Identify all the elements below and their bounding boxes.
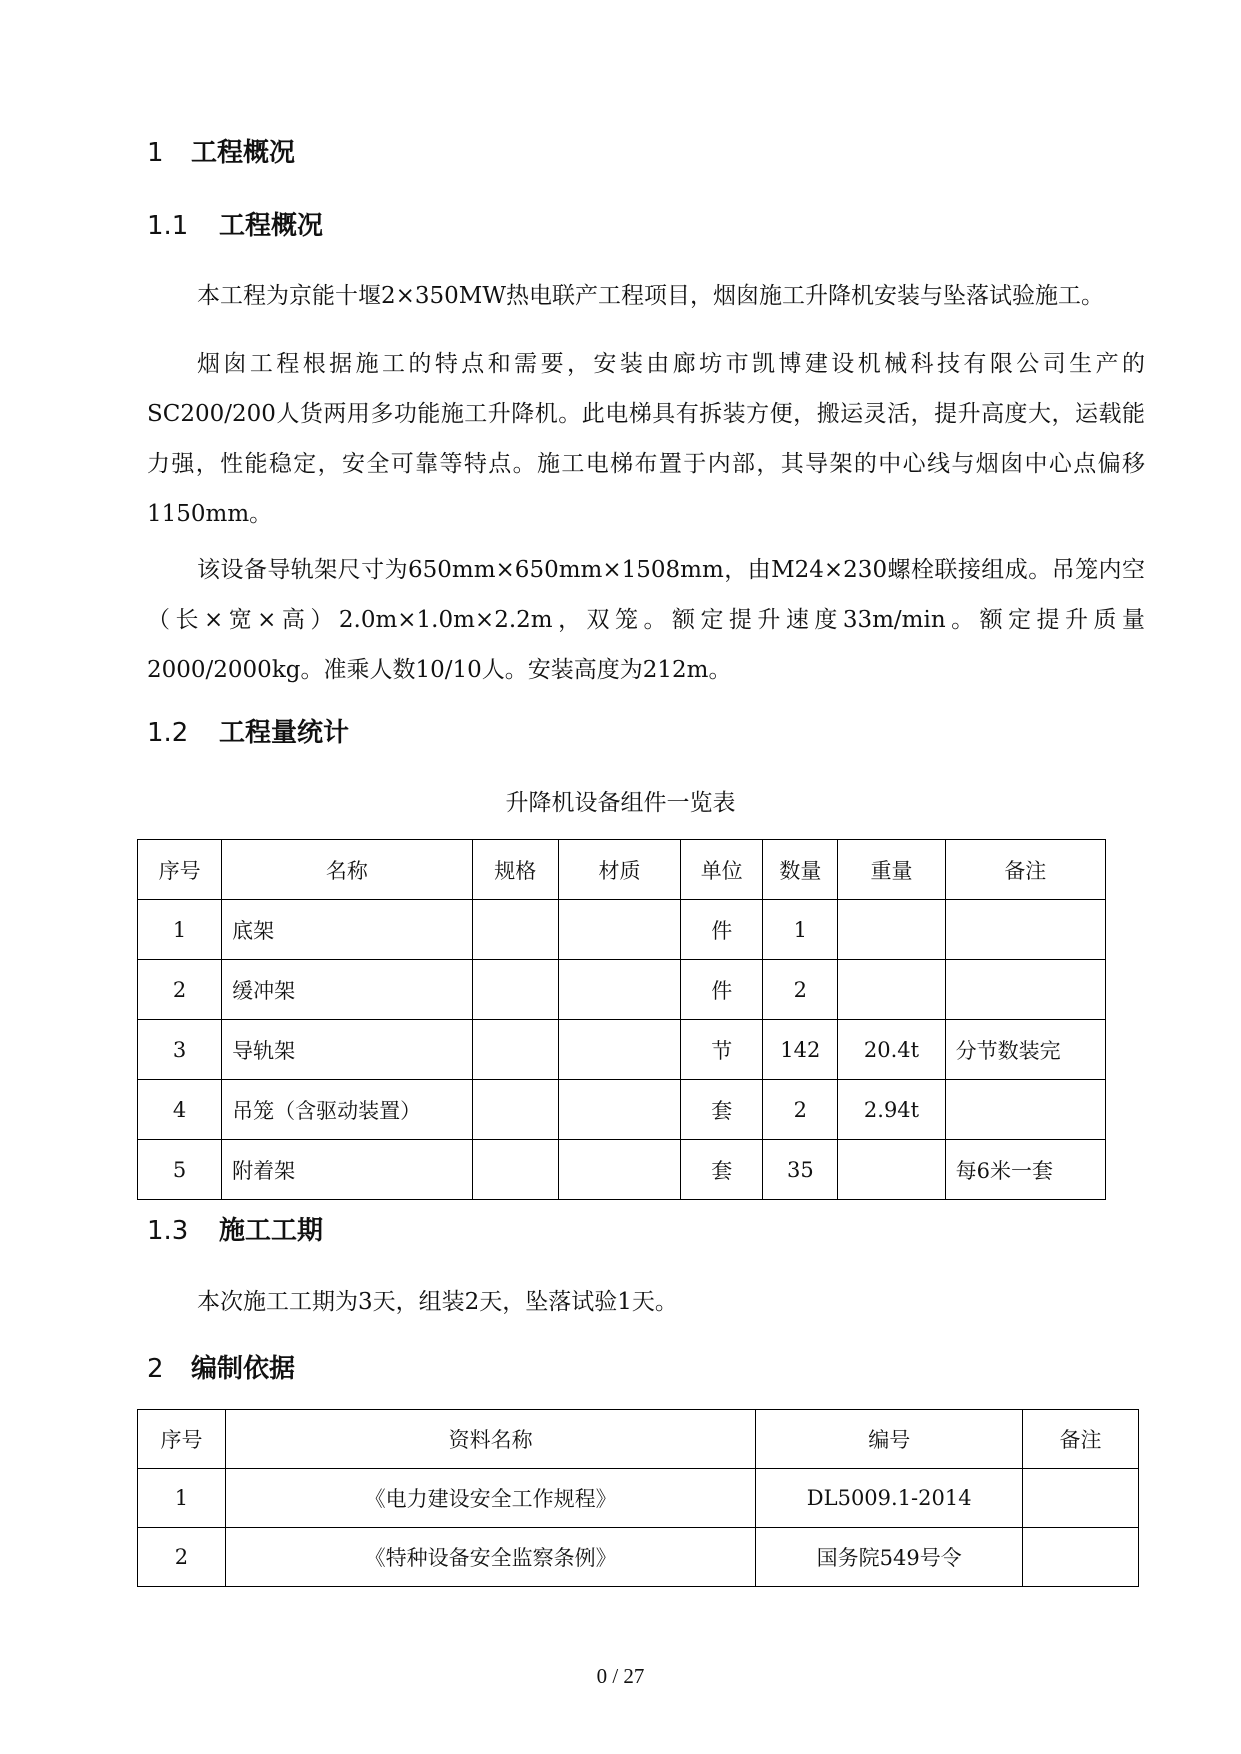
table-cell: 2	[763, 960, 838, 1020]
table-cell	[472, 960, 558, 1020]
section-number: 1.1	[147, 211, 189, 241]
section-1-1-heading	[147, 209, 323, 243]
references-table	[137, 1409, 1139, 1587]
table-cell	[558, 1140, 680, 1200]
table-cell	[558, 1020, 680, 1080]
section-number: 2	[147, 1354, 164, 1384]
table-cell	[945, 960, 1105, 1020]
table-row	[138, 900, 1106, 960]
table-cell: 件	[681, 960, 763, 1020]
table-row	[138, 1080, 1106, 1140]
table-cell: 1	[763, 900, 838, 960]
table-caption: 升降机设备组件一览表	[505, 790, 736, 816]
table-header-row	[138, 840, 1106, 900]
table-cell: 导轨架	[222, 1020, 473, 1080]
paragraph-schedule: 本次施工工期为3天，组装2天，坠落试验1天。	[197, 1289, 678, 1315]
section-title: 工程概况	[191, 138, 296, 168]
section-number: 1	[147, 138, 164, 168]
section-number: 1.3	[147, 1216, 189, 1246]
table-cell: 件	[681, 900, 763, 960]
table-cell	[558, 960, 680, 1020]
table-row	[138, 1528, 1139, 1587]
table-cell	[558, 900, 680, 960]
table-cell: 套	[681, 1140, 763, 1200]
table-cell: 附着架	[222, 1140, 473, 1200]
table-cell: 2.94t	[838, 1080, 945, 1140]
section-number: 1.2	[147, 718, 189, 748]
table-cell	[838, 1140, 945, 1200]
page-number: 0 / 27	[596, 1664, 645, 1688]
table-cell	[558, 1080, 680, 1140]
header-cell: 备注	[945, 840, 1105, 900]
table-cell: 国务院549号令	[756, 1528, 1023, 1587]
table-cell: 1	[138, 900, 222, 960]
table-cell	[838, 960, 945, 1020]
table-cell	[945, 900, 1105, 960]
table-cell: 4	[138, 1080, 222, 1140]
table-cell: 20.4t	[838, 1020, 945, 1080]
table-cell: 35	[763, 1140, 838, 1200]
table-cell: DL5009.1-2014	[756, 1469, 1023, 1528]
components-table	[137, 839, 1106, 1200]
section-title: 工程概况	[219, 211, 324, 241]
section-title: 编制依据	[191, 1354, 296, 1384]
section-1-3-heading	[147, 1214, 323, 1248]
header-cell: 规格	[472, 840, 558, 900]
section-title: 工程量统计	[219, 718, 350, 748]
table-cell: 底架	[222, 900, 473, 960]
paragraph-equipment-specs: 该设备导轨架尺寸为650mm×650mm×1508mm，由M24×230螺栓联接组成。吊笼内空（长×宽×高）2.0m×1.0m×2.2m，双笼。额定提升速度33m/min。额定提升质量2000/2000kg。准乘人数10/10人。安装高度为212m。	[147, 557, 1145, 683]
header-cell: 名称	[222, 840, 473, 900]
section-1-2-heading	[147, 716, 349, 750]
table-cell: 3	[138, 1020, 222, 1080]
header-cell: 备注	[1023, 1410, 1139, 1469]
section-title: 施工工期	[219, 1216, 324, 1246]
header-cell: 重量	[838, 840, 945, 900]
table-cell	[472, 900, 558, 960]
table-cell: 2	[138, 960, 222, 1020]
table-cell	[1023, 1528, 1139, 1587]
table-cell	[472, 1140, 558, 1200]
table-cell: 《特种设备安全监察条例》	[225, 1528, 755, 1587]
table-cell: 套	[681, 1080, 763, 1140]
section-2-heading	[147, 1352, 295, 1386]
header-cell: 单位	[681, 840, 763, 900]
table-cell: 分节数装完	[945, 1020, 1105, 1080]
table-cell	[1023, 1469, 1139, 1528]
table-cell	[838, 900, 945, 960]
table-row	[138, 1469, 1139, 1528]
header-cell: 编号	[756, 1410, 1023, 1469]
table-cell: 《电力建设安全工作规程》	[225, 1469, 755, 1528]
table-row	[138, 1020, 1106, 1080]
table-cell: 缓冲架	[222, 960, 473, 1020]
header-cell: 资料名称	[225, 1410, 755, 1469]
table-row	[138, 960, 1106, 1020]
table-cell: 142	[763, 1020, 838, 1080]
table-cell	[472, 1080, 558, 1140]
header-cell: 序号	[138, 1410, 226, 1469]
table-cell: 2	[138, 1528, 226, 1587]
table-cell: 2	[763, 1080, 838, 1140]
table-row	[138, 1140, 1106, 1200]
table-cell: 1	[138, 1469, 226, 1528]
table-cell: 5	[138, 1140, 222, 1200]
table-header-row	[138, 1410, 1139, 1469]
table-cell: 每6米一套	[945, 1140, 1105, 1200]
table-cell: 吊笼（含驱动装置）	[222, 1080, 473, 1140]
header-cell: 数量	[763, 840, 838, 900]
table-cell: 节	[681, 1020, 763, 1080]
header-cell: 序号	[138, 840, 222, 900]
paragraph-project-intro: 本工程为京能十堰2×350MW热电联产工程项目，烟囱施工升降机安装与坠落试验施工。	[197, 283, 1104, 309]
paragraph-elevator-description: 烟囱工程根据施工的特点和需要，安装由廊坊市凯博建设机械科技有限公司生产的SC200/200人货两用多功能施工升降机。此电梯具有拆装方便，搬运灵活，提升高度大，运载能力强，性能稳定，安全可靠等特点。施工电梯布置于内部，其导架的中心线与烟囱中心点偏移1150mm。	[147, 351, 1145, 527]
header-cell: 材质	[558, 840, 680, 900]
section-1-heading	[147, 136, 295, 170]
table-cell	[472, 1020, 558, 1080]
table-cell	[945, 1080, 1105, 1140]
